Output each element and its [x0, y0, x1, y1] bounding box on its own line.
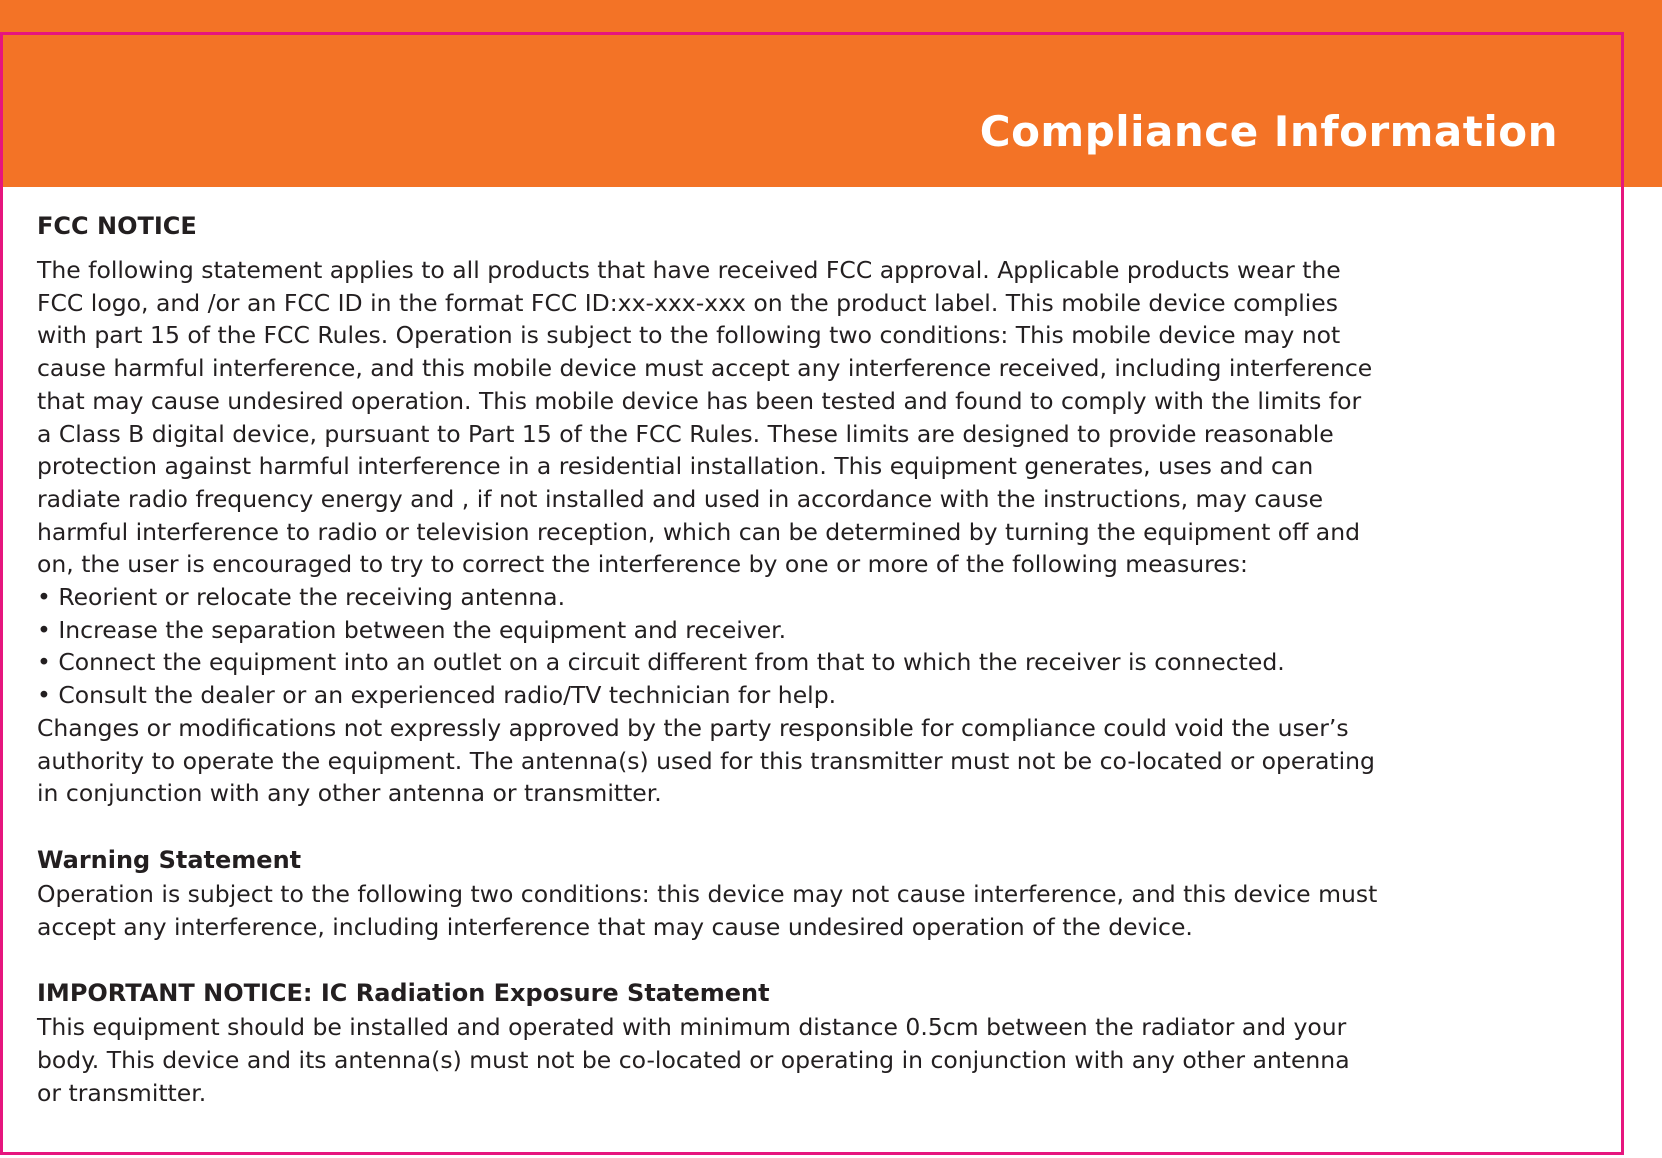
warning-statement-heading: Warning Statement: [37, 845, 302, 874]
fcc-notice-heading: FCC NOTICE: [37, 212, 197, 240]
ic-statement-paragraph: [37, 1011, 1592, 1109]
page-title: Compliance Information: [979, 107, 1558, 156]
warning-statement-paragraph: [37, 878, 1592, 943]
fcc-intro-line: The following statement applies to all products that have received FCC approval. Applicable products wear the: [37, 256, 1341, 284]
list-item: • Reorient or relocate the receiving antenna.: [37, 583, 566, 612]
fcc-intro-line: a Class B digital device, pursuant to Part 15 of the FCC Rules. These limits are designed to provide reasonable: [37, 419, 1334, 448]
fcc-closing-line: Changes or modifications not expressly approved by the party responsible for compliance could void the user’s: [37, 713, 1349, 742]
fcc-measures-list: [37, 581, 1592, 712]
section-spacer: [37, 810, 1592, 842]
ic-statement-heading: IMPORTANT NOTICE: IC Radiation Exposure Statement: [37, 979, 770, 1008]
fcc-intro-line: that may cause undesired operation. This mobile device has been tested and found to comply with the limits for: [37, 386, 1362, 415]
section-spacer: [37, 943, 1592, 975]
ic-line: This equipment should be installed and operated with minimum distance 0.5cm between the radiator and your: [37, 1013, 1347, 1042]
fcc-intro-line: harmful interference to radio or television reception, which can be determined by turning the equipment off and: [37, 517, 1361, 546]
warning-line: accept any interference, including interference that may cause undesired operation of the device.: [37, 912, 1193, 941]
fcc-intro-line: with part 15 of the FCC Rules. Operation is subject to the following two conditions: This mobile device may not: [37, 321, 1341, 350]
fcc-closing-line: authority to operate the equipment. The antenna(s) used for this transmitter must not be co-located or operating: [37, 746, 1375, 775]
ic-line: body. This device and its antenna(s) must not be co-located or operating in conjunction with any other antenna: [37, 1046, 1350, 1075]
list-item: • Increase the separation between the equipment and receiver.: [37, 615, 787, 644]
fcc-intro-paragraph: [37, 254, 1592, 581]
fcc-intro-line: protection against harmful interference in a residential installation. This equipment generates, uses and can: [37, 452, 1314, 481]
warning-line: Operation is subject to the following two conditions: this device may not cause interference, and this device must: [37, 879, 1378, 908]
list-item: • Connect the equipment into an outlet on a circuit different from that to which the receiver is connected.: [37, 648, 1285, 677]
fcc-intro-line: FCC logo, and /or an FCC ID in the format FCC ID:xx-xxx-xxx on the product label. This mobile device complies: [37, 288, 1338, 317]
fcc-intro-line: radiate radio frequency energy and , if not installed and used in accordance with the instructions, may cause: [37, 484, 1324, 513]
compliance-content: [37, 208, 1592, 1109]
fcc-intro-line: cause harmful interference, and this mobile device must accept any interference received, including interference: [37, 354, 1373, 383]
fcc-closing-paragraph: [37, 712, 1592, 810]
fcc-intro-line: on, the user is encouraged to try to correct the interference by one or more of the following measures:: [37, 550, 1248, 579]
fcc-closing-line: in conjunction with any other antenna or transmitter.: [37, 779, 662, 808]
ic-line: or transmitter.: [37, 1078, 207, 1107]
list-item: • Consult the dealer or an experienced radio/TV technician for help.: [37, 681, 837, 710]
